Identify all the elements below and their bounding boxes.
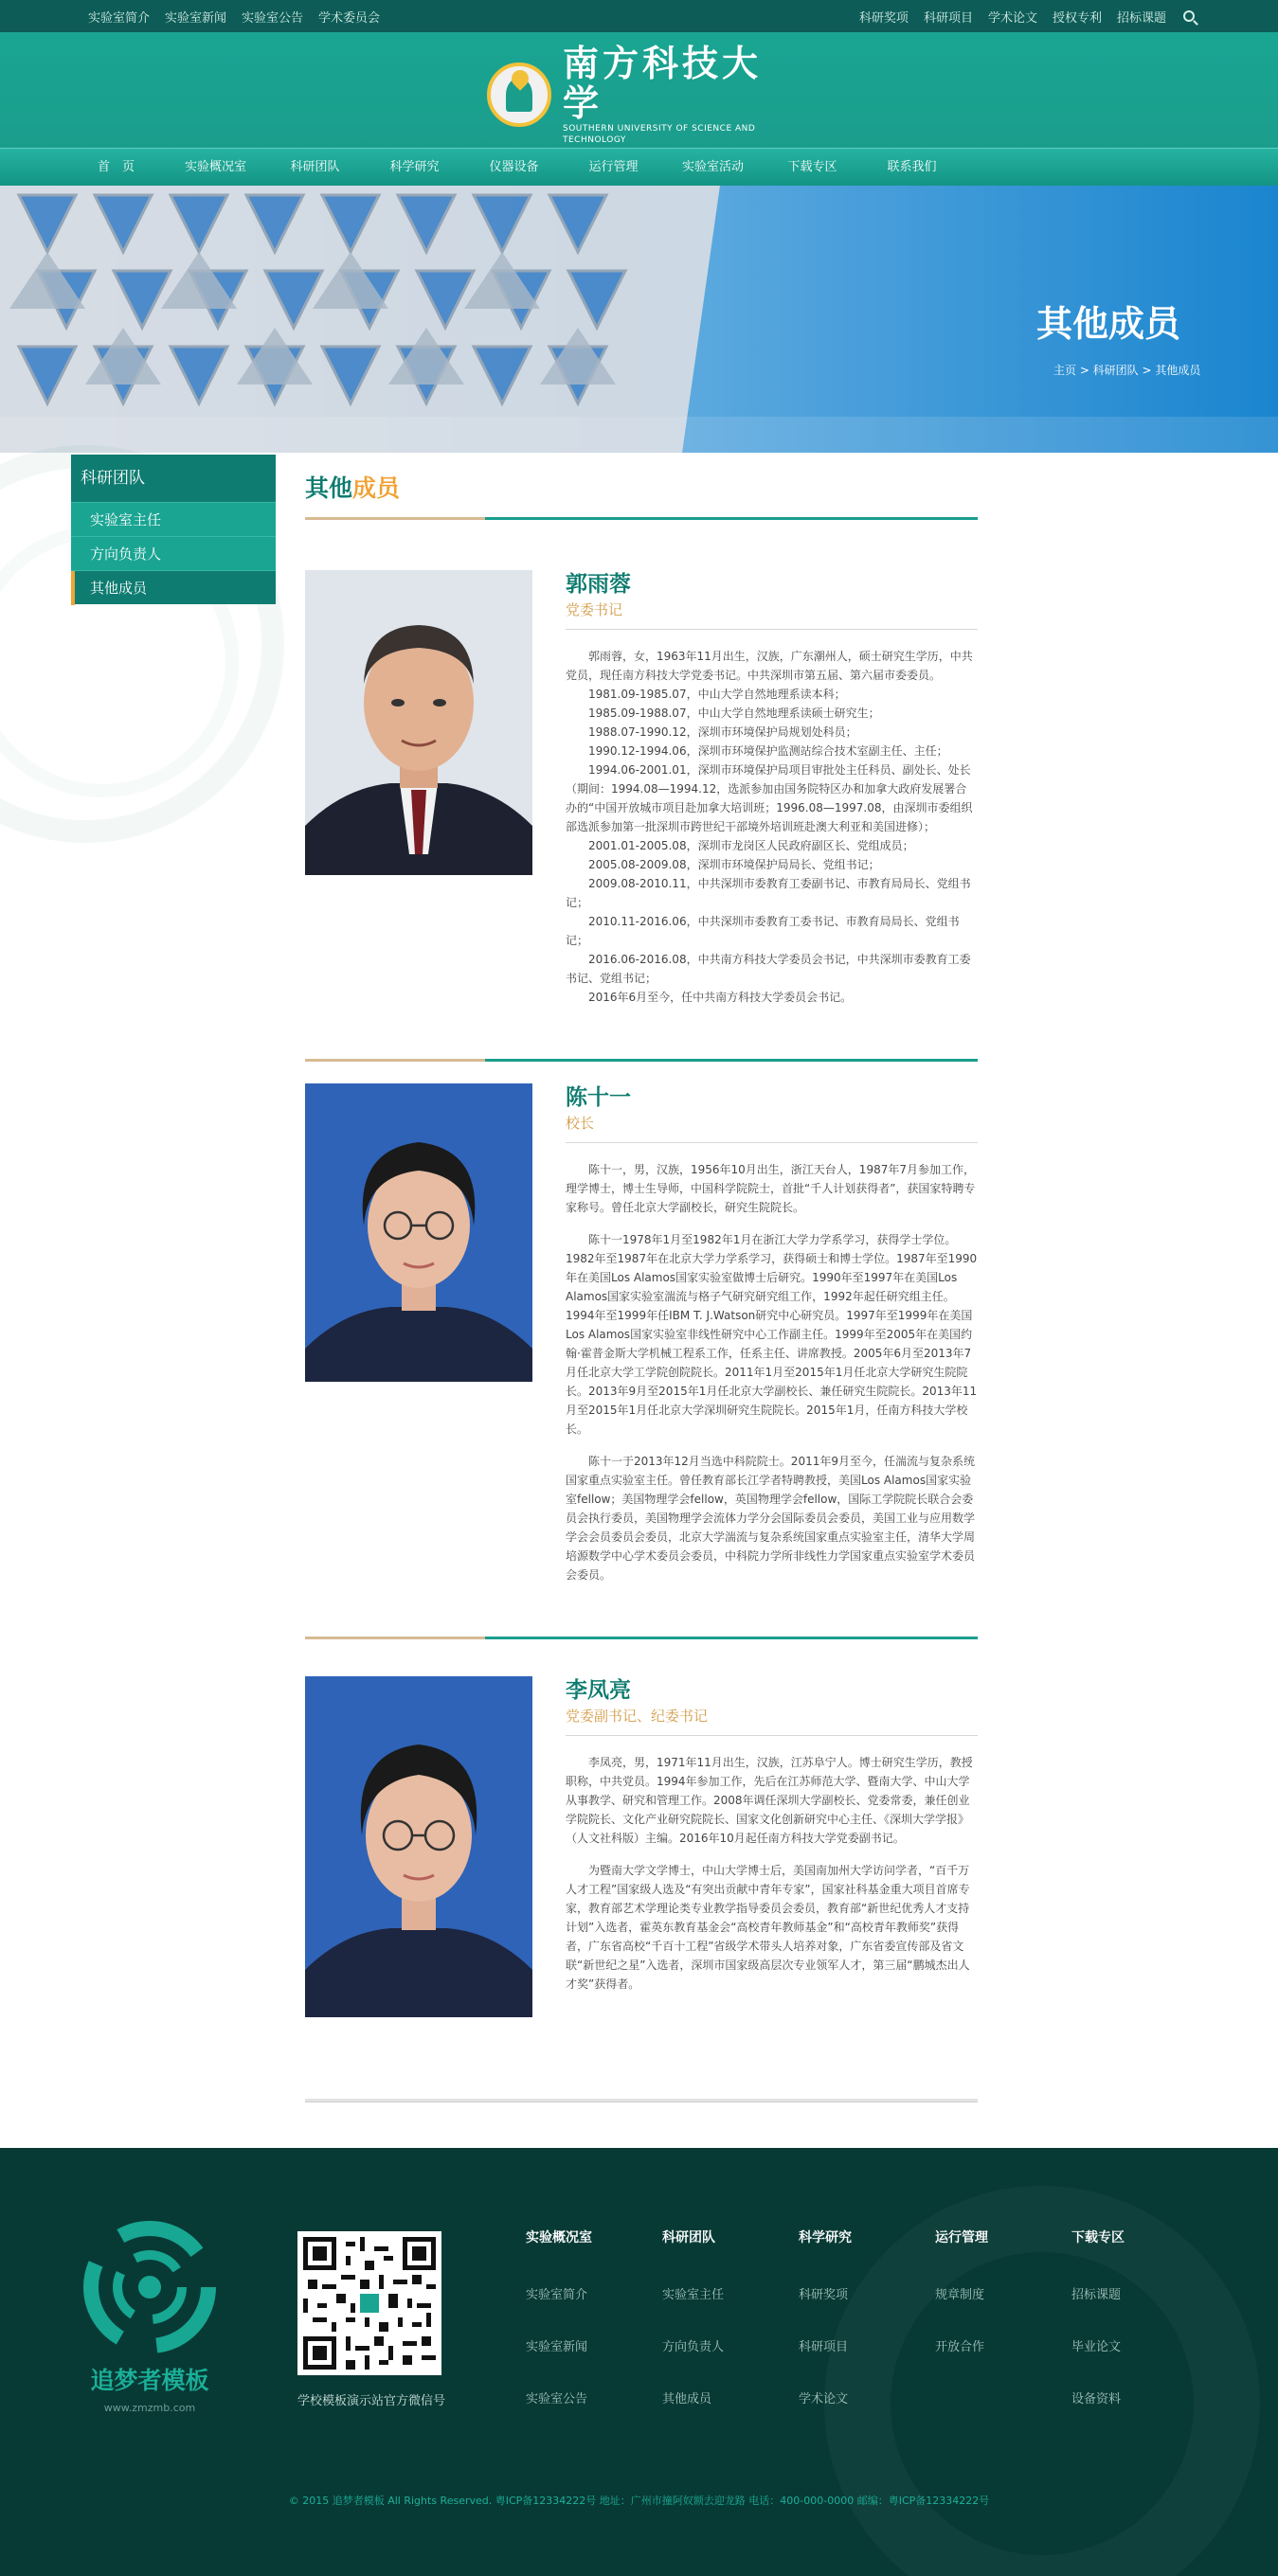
bio-paragraph: 2016年6月至今，任中共南方科技大学委员会书记。 <box>588 991 853 1004</box>
nav-lab-overview[interactable]: 实验概况室 <box>184 160 246 174</box>
qr-caption: 学校模板演示站官方微信号 <box>297 2394 446 2408</box>
member-title: 校长 <box>566 1112 978 1143</box>
member-name: 郭雨蓉 <box>566 572 631 597</box>
top-link-patents[interactable]: 授权专利 <box>1052 10 1102 26</box>
footer-col-downloads <box>1071 2227 1204 2406</box>
nav-equipment[interactable]: 仪器设备 <box>489 160 539 174</box>
member-title: 党委书记 <box>566 599 978 630</box>
bio-paragraph: 1985.09-1988.07，中山大学自然地理系读硕士研究生； <box>588 707 880 720</box>
bio-paragraph: 2005.08-2009.08，深圳市环境保护局局长、党组书记； <box>588 858 880 871</box>
site-logo[interactable] <box>487 42 790 145</box>
top-bar <box>0 0 1278 32</box>
footer-col-heading[interactable]: 科研团队 <box>662 2230 715 2245</box>
bio-paragraph: 1981.09-1985.07，中山大学自然地理系读本科； <box>588 688 846 701</box>
bio-paragraph: 1988.07-1990.12，深圳市环境保护局规划处科员； <box>588 725 857 739</box>
top-link-lab-intro[interactable]: 实验室简介 <box>88 10 151 26</box>
nav-operation[interactable]: 运行管理 <box>588 160 639 174</box>
bio-paragraph: 2001.01-2005.08，深圳市龙岗区人民政府副区长、党组成员； <box>588 839 914 852</box>
heading-divider <box>305 517 978 520</box>
sidebar-item-lab-director[interactable]: 实验室主任 <box>71 502 276 536</box>
member-title: 党委副书记、纪委书记 <box>566 1705 978 1736</box>
footer-col-heading[interactable]: 科学研究 <box>799 2230 852 2245</box>
bio-paragraph: 陈十一于2013年12月当选中科院院士。2011年9月至今，任湍流与复杂系统国家重点实验室主任。曾任教育部长江学者特聘教授，美国Los Alamos国家实验室fellow；美国物理学会fellow，英国物理学会fellow，国际工学院院长联合会委员会执行委员，美国物理学会流体力学分会国际委员会委员，美国工业与应用数学学会会员委员会委员，北京大学湍流与复杂系统国家重点实验室主任，清华大学周培源数学中心学术委员会委员，中科院力学所非线性力学国家重点实验室学术委员会委员。 <box>566 1455 976 1582</box>
top-link-awards[interactable]: 科研奖项 <box>858 10 909 26</box>
member-photo <box>305 1083 532 1382</box>
top-link-academic-committee[interactable]: 学术委员会 <box>318 10 381 26</box>
footer-col-operation <box>935 2227 1068 2354</box>
top-right-links <box>844 0 1195 32</box>
member-info <box>566 1083 978 1584</box>
footer-link[interactable]: 毕业论文 <box>1071 2340 1122 2354</box>
bio-paragraph: 1990.12-1994.06，深圳市环境保护监测站综合技术室副主任、主任； <box>588 744 948 758</box>
footer-link[interactable]: 科研项目 <box>799 2340 849 2354</box>
member-photo <box>305 570 532 875</box>
sidebar <box>71 455 276 604</box>
copyright-text: © 2015 追梦者模板 All Rights Reserved. 粤ICP备12334222号 地址：广州市撞阿奴额去迎龙路 电话：400-000-0000 邮编：粤ICP备12334222号 <box>288 2495 990 2507</box>
nav-contact[interactable]: 联系我们 <box>887 160 937 174</box>
member-photo <box>305 1676 532 2017</box>
footer-link[interactable]: 实验室简介 <box>526 2288 588 2302</box>
footer-link[interactable]: 开放合作 <box>935 2340 985 2354</box>
nav-science-research[interactable]: 科学研究 <box>389 160 440 174</box>
logo-cn-text: 南方科技大学 <box>563 42 763 124</box>
sidebar-item-other-members[interactable]: 其他成员 <box>71 570 276 604</box>
nav-research-team[interactable]: 科研团队 <box>290 160 340 174</box>
bio-paragraph: 2010.11-2016.06，中共深圳市委教育工委书记、市教育局局长、党组书记； <box>566 915 960 947</box>
footer-logo-icon <box>79 2216 221 2358</box>
bio-paragraph: 2016.06-2016.08，中共南方科技大学委员会书记，中共深圳市委教育工委书记、党组书记； <box>566 953 971 985</box>
university-emblem-icon <box>487 63 551 127</box>
footer-link[interactable]: 科研奖项 <box>799 2288 849 2302</box>
member-card <box>305 1637 978 2044</box>
bio-paragraph: 李凤亮，男，1971年11月出生，汉族，江苏阜宁人。博士研究生学历，教授职称，中共党员。1994年参加工作，先后在江苏师范大学、暨南大学、中山大学从事教学、研究和管理工作。2008年调任深圳大学副校长、党委常委，兼任创业学院院长、文化产业研究院院长、国家文化创新研究中心主任、《深圳大学学报》（人文社科版）主编。2016年10月起任南方科技大学党委副书记。 <box>566 1756 973 1845</box>
member-info <box>566 570 978 1007</box>
top-link-lab-news[interactable]: 实验室新闻 <box>165 10 227 26</box>
member-bio <box>566 647 978 1007</box>
footer-link[interactable]: 规章制度 <box>935 2288 985 2302</box>
member-bio <box>566 1160 978 1584</box>
bio-paragraph: 陈十一1978年1月至1982年1月在浙江大学力学系学习，获得学士学位。1982年至1987年在北京大学力学系学习，获得硕士和博士学位。1987年至1990年在美国Los Alamos国家实验室做博士后研究。1990年至1997年在美国Los Alamos国家实验室湍流与格子气研究研究组工作，1992年起任研究组主任。1994年至1999年任IBM T. J.Watson研究中心研究员。1997年至1999年在美国Los Alamos国家实验室非线性研究中心工作副主任。1999年至2005年在美国约翰·霍普金斯大学机械工程系工作，任系主任、讲席教授。2005年6月至2013年7月任北京大学工学院创院院长。2011年1月至2015年1月任北京大学研究生院院长。2013年9月至2015年1月任北京大学副校长、兼任研究生院院长。2013年11月至2015年1月任北京大学深圳研究生院院长。2015年1月，任南方科技大学校长。 <box>566 1233 978 1436</box>
logo-en-text: SOUTHERN UNIVERSITY OF SCIENCE AND TECHNOLOGY <box>563 124 756 145</box>
page-title <box>305 470 978 508</box>
main-nav <box>0 148 1278 186</box>
member-card <box>305 546 978 1057</box>
nav-downloads[interactable]: 下载专区 <box>787 160 837 174</box>
breadcrumb[interactable]: 主页 > 科研团队 > 其他成员 <box>1053 364 1201 377</box>
top-link-projects[interactable]: 科研项目 <box>923 10 973 26</box>
bio-paragraph: 为暨南大学文学博士，中山大学博士后，美国南加州大学访问学者，“百千万人才工程”国家级人选及“有突出贡献中青年专家”，国家社科基金重大项目首席专家，教育部艺术学理论类专业教学指导委员会委员，教育部“新世纪优秀人才支持计划”入选者，霍英东教育基金会“高校青年教师基金”和“高校青年教师奖”获得者，广东省高校“千百十工程”省级学术带头人培养对象，广东省委宣传部及省文联“新世纪之星”入选者，深圳市国家级高层次专业领军人才，第三届“鹏城杰出人才奖”获得者。 <box>566 1864 970 1991</box>
footer-logo[interactable] <box>74 2216 225 2414</box>
footer-col-heading[interactable]: 下载专区 <box>1071 2230 1125 2245</box>
footer-link[interactable]: 学术论文 <box>799 2392 849 2406</box>
site-header <box>0 32 1278 148</box>
bio-paragraph: 陈十一，男，汉族，1956年10月出生，浙江天台人，1987年7月参加工作，理学博士，博士生导师，中国科学院院士，首批“千人计划获得者”，获国家特聘专家称号。曾任北京大学副校长，研究生院院长。 <box>566 1163 976 1214</box>
sidebar-item-direction-leaders[interactable]: 方向负责人 <box>71 536 276 570</box>
member-divider <box>305 1059 978 1062</box>
top-link-tenders[interactable]: 招标课题 <box>1116 10 1166 26</box>
top-link-papers[interactable]: 学术论文 <box>987 10 1037 26</box>
page-title-part2: 成员 <box>352 474 401 502</box>
footer-link[interactable]: 设备资料 <box>1071 2392 1122 2406</box>
footer-link[interactable]: 其他成员 <box>662 2392 712 2406</box>
search-icon[interactable] <box>1183 10 1195 22</box>
bio-paragraph: 1994.06-2001.01，深圳市环境保护局项目审批处主任科员、副处长、处长（期间：1994.08—1994.12，选派参加由国务院特区办和加拿大政府发展署合办的“中国开放城市项目赴加拿大培训班；1996.08—1997.08，由深圳市委组织部选派参加第一批深圳市跨世纪干部境外培训班赴澳大利亚和美国进修）； <box>566 763 973 833</box>
bio-paragraph: 郭雨蓉，女，1963年11月出生，汉族，广东潮州人，硕士研究生学历，中共党员，现任南方科技大学党委书记。中共深圳市第五届、第六届市委委员。 <box>566 650 973 682</box>
footer-logo-name: 追梦者模板 <box>90 2367 209 2394</box>
page-title-part1: 其他 <box>305 474 353 502</box>
footer-col-heading[interactable]: 实验概况室 <box>526 2230 592 2245</box>
footer-col-lab-overview <box>526 2227 658 2406</box>
footer-link[interactable]: 招标课题 <box>1071 2288 1122 2302</box>
footer-col-research-team <box>662 2227 795 2406</box>
site-footer <box>0 2148 1278 2576</box>
content-bottom-rule <box>305 2099 978 2102</box>
sidebar-title: 科研团队 <box>71 455 276 502</box>
footer-link[interactable]: 实验室主任 <box>662 2288 725 2302</box>
top-left-links <box>88 0 395 32</box>
page-banner <box>0 186 1278 453</box>
footer-col-heading[interactable]: 运行管理 <box>935 2230 988 2245</box>
member-bio <box>566 1753 978 1994</box>
nav-home[interactable]: 首 页 <box>97 160 135 174</box>
member-card <box>305 1059 978 1608</box>
footer-logo-url: www.zmzmb.com <box>103 2402 196 2414</box>
banner-title: 其他成员 <box>1036 303 1181 345</box>
main-content <box>305 455 978 1991</box>
member-info <box>566 1676 978 1994</box>
bio-paragraph: 2009.08-2010.11，中共深圳市委教育工委副书记、市教育局局长、党组书记； <box>566 877 971 909</box>
footer-link[interactable]: 方向负责人 <box>662 2340 725 2354</box>
top-link-lab-notice[interactable]: 实验室公告 <box>242 10 304 26</box>
member-name: 李凤亮 <box>566 1678 631 1703</box>
footer-link[interactable]: 实验室公告 <box>526 2392 588 2406</box>
member-name: 陈十一 <box>566 1085 631 1110</box>
nav-lab-activities[interactable]: 实验室活动 <box>681 160 744 174</box>
member-divider <box>305 1637 978 1639</box>
footer-col-science-research <box>799 2227 931 2406</box>
wechat-qr-code <box>297 2231 441 2375</box>
footer-link[interactable]: 实验室新闻 <box>526 2340 588 2354</box>
